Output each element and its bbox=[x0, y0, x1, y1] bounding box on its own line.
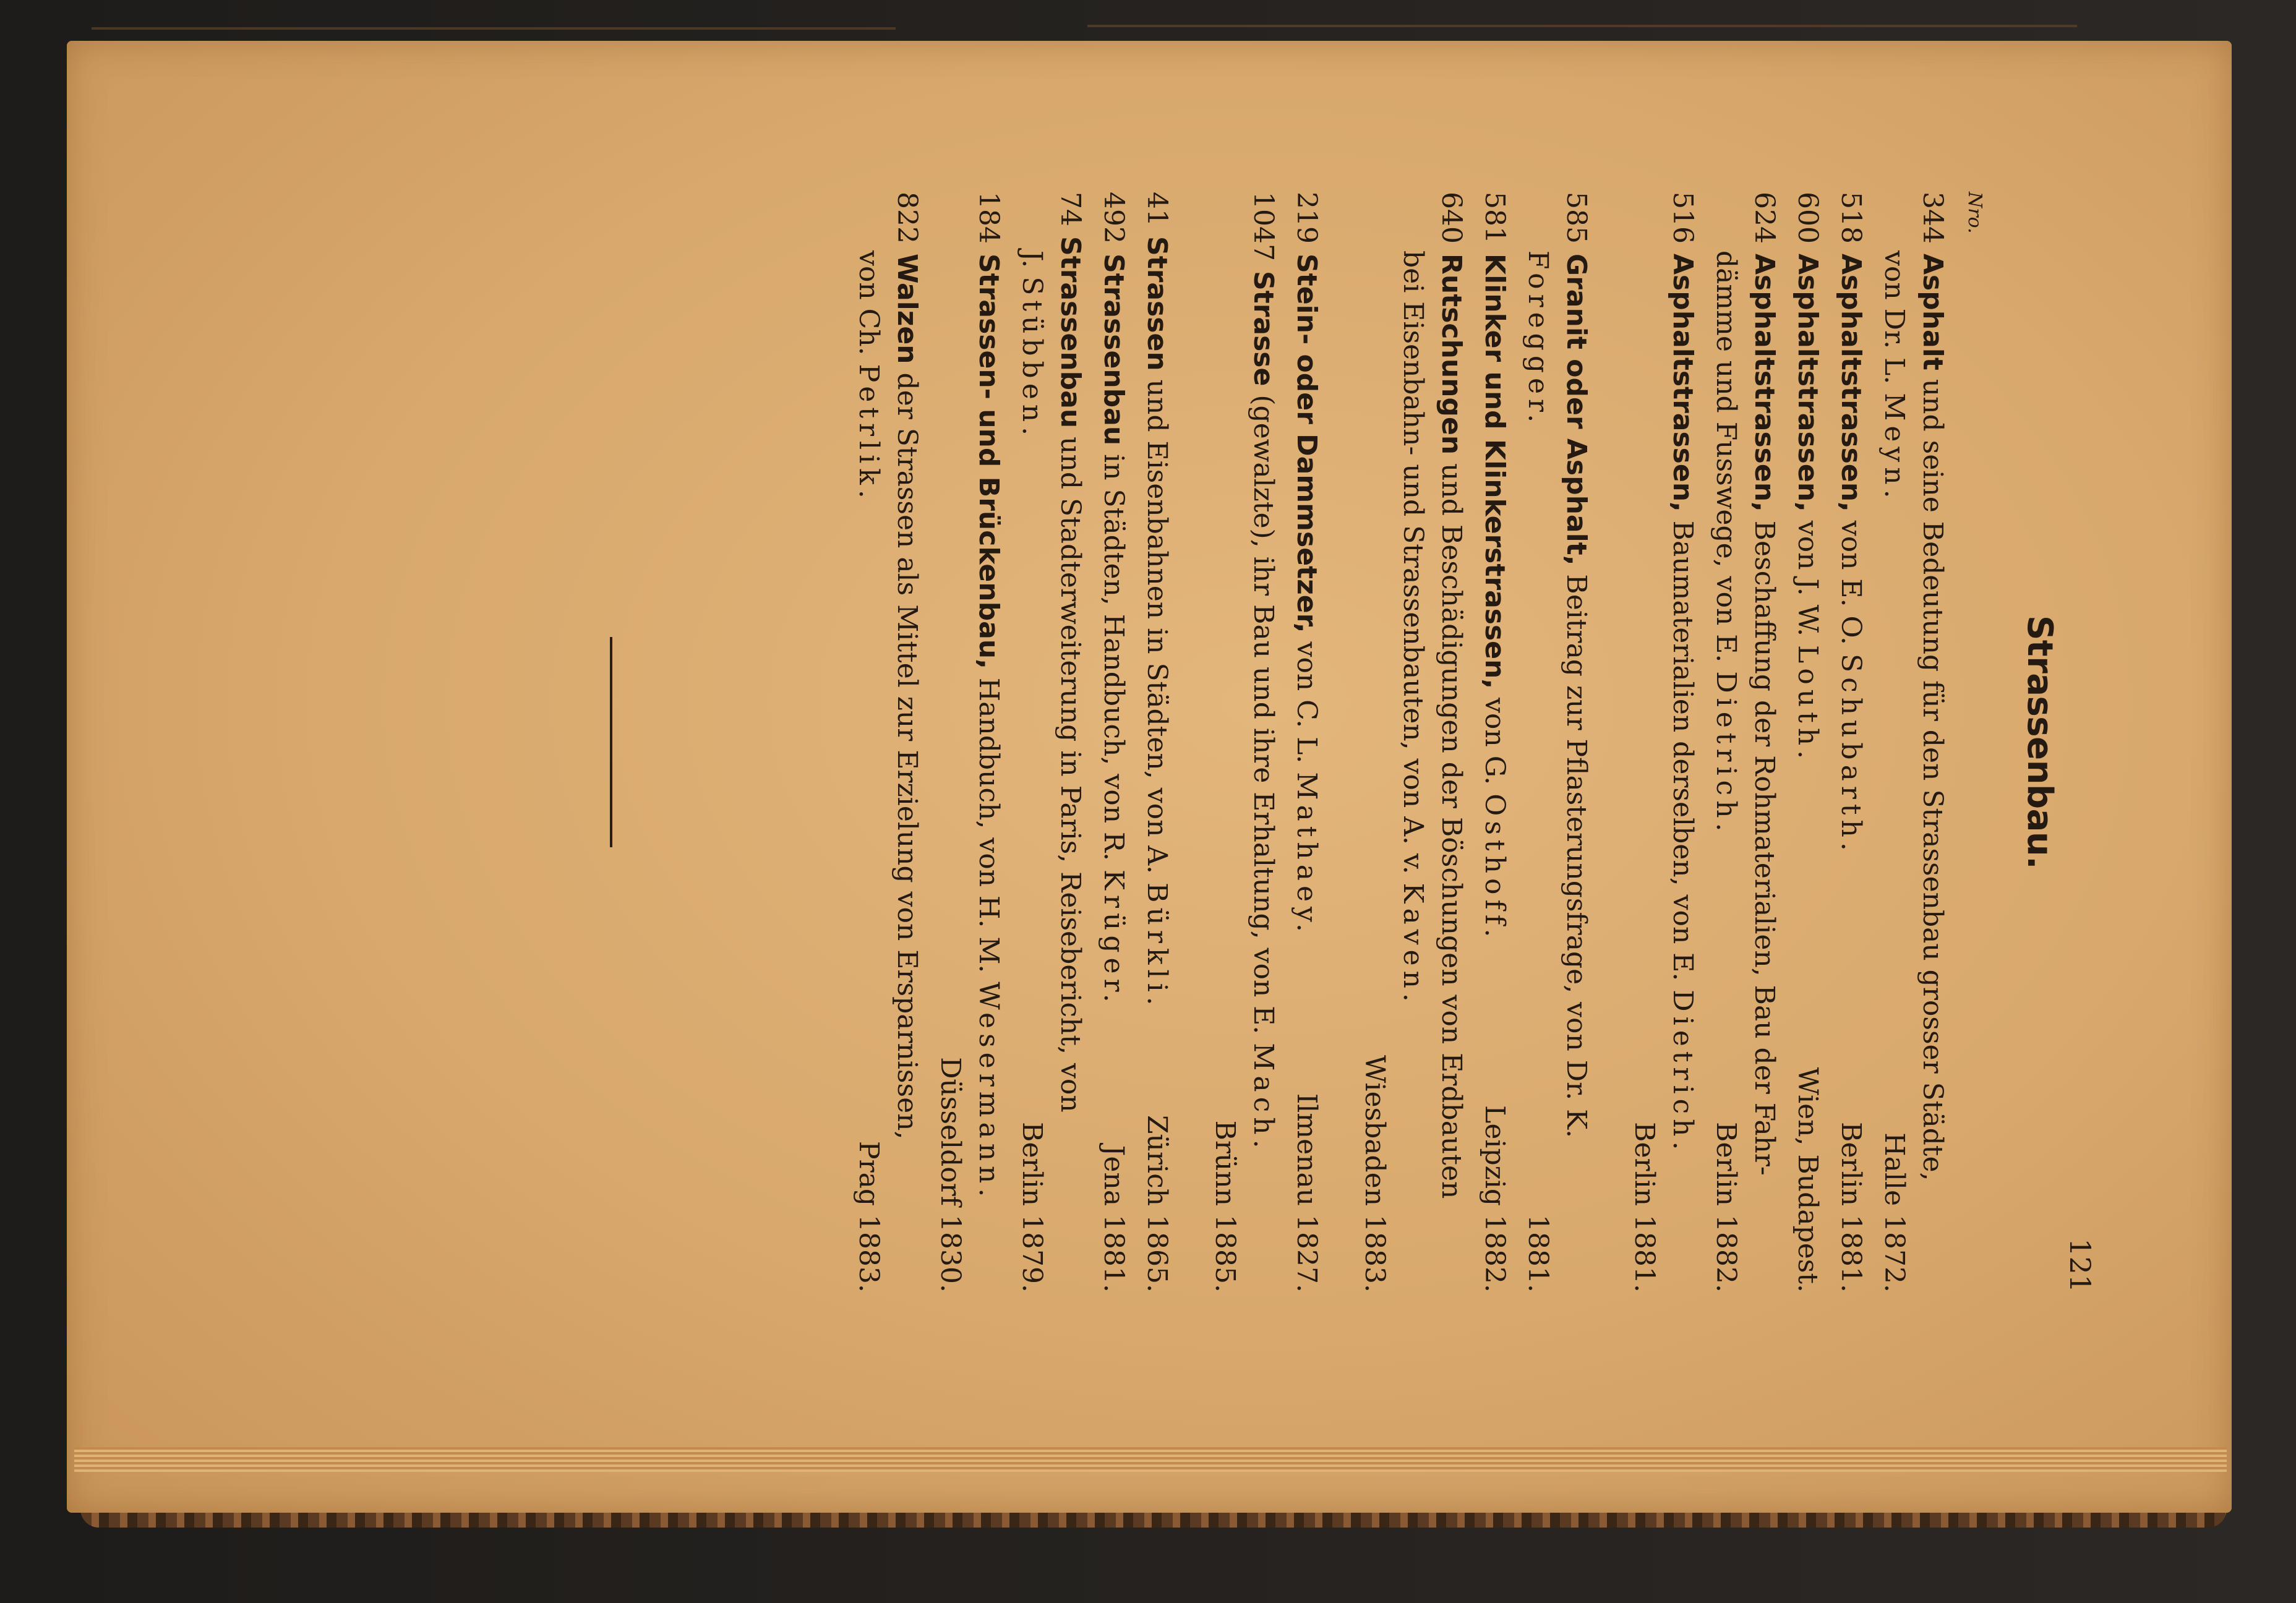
entry-segment: und Stadterweiterung in Paris, Reisebericht, von bbox=[1055, 428, 1086, 1113]
bibliography-entry bbox=[1137, 192, 1176, 1293]
entry-number: 1047 bbox=[1248, 192, 1279, 261]
entry-segment: Petrlik. bbox=[853, 364, 885, 503]
entry-text bbox=[1287, 192, 1326, 937]
entry-segment: Bürkli. bbox=[1141, 883, 1173, 1011]
entry-segment: Osthoff. bbox=[1479, 793, 1510, 943]
entry-segment: der Strassen als Mittel zur Erzielung von Ersparnissen, bbox=[891, 364, 923, 1140]
entry-line bbox=[1745, 192, 1783, 1293]
entry-line bbox=[1831, 192, 1870, 1293]
entry-text bbox=[1394, 192, 1432, 1007]
entry-number: 640 bbox=[1436, 192, 1467, 244]
entry-line bbox=[1094, 192, 1133, 1293]
entry-segment: Handbuch, von H. M. bbox=[973, 669, 1004, 982]
page-number: 121 bbox=[2063, 1238, 2097, 1293]
entry-text bbox=[1519, 192, 1557, 427]
entry-keyword: Stein- oder Dammsetzer, bbox=[1291, 253, 1322, 633]
entry-segment: von J. W. bbox=[1792, 511, 1823, 646]
entry-line bbox=[1051, 192, 1089, 1293]
bibliography-entry bbox=[1519, 192, 1595, 1293]
entry-number: 74 bbox=[1055, 192, 1086, 226]
entry-keyword: Asphaltstrassen, bbox=[1749, 253, 1780, 512]
bibliography-entry bbox=[1355, 192, 1470, 1293]
entry-keyword: Asphalt bbox=[1917, 253, 1948, 370]
entry-segment: Kaven. bbox=[1397, 883, 1429, 1007]
entry-line bbox=[1519, 192, 1557, 1293]
entry-place-year: Berlin 1879. bbox=[1016, 1122, 1048, 1293]
entry-text bbox=[1051, 192, 1089, 1113]
entry-segment: bei Eisenbahn- und Strassenbauten, von A. v. bbox=[1397, 250, 1429, 883]
bibliography-entry bbox=[1013, 192, 1089, 1293]
entry-segment: Beschaffung der Rohmaterialien, Bau der Fahr- bbox=[1749, 511, 1780, 1176]
entry-segment: Dietrich. bbox=[1667, 990, 1698, 1155]
entry-place-year: Wiesbaden 1883. bbox=[1359, 1054, 1390, 1293]
entry-keyword: Strasse bbox=[1248, 270, 1279, 387]
entry-line bbox=[1475, 192, 1514, 1293]
entry-segment: Krüger. bbox=[1098, 870, 1129, 1007]
entry-number: 600 bbox=[1792, 192, 1823, 244]
entry-segment: Dietrich. bbox=[1710, 671, 1742, 837]
entry-place-year: Berlin 1882. bbox=[1710, 1122, 1742, 1293]
entry-place-year: 1881. bbox=[1522, 1215, 1554, 1293]
entry-segment: von G. bbox=[1479, 689, 1510, 794]
entry-keyword: Strassenbau bbox=[1098, 253, 1129, 446]
bibliography-entry bbox=[931, 192, 1008, 1293]
entry-place-year: Halle 1872. bbox=[1878, 1132, 1910, 1293]
entry-line bbox=[1557, 192, 1595, 1293]
entry-segment: Louth. bbox=[1792, 645, 1823, 764]
entry-number: 344 bbox=[1917, 192, 1948, 244]
entry-text bbox=[1557, 192, 1595, 1138]
entry-line bbox=[1432, 192, 1470, 1293]
bibliography-entry bbox=[1625, 192, 1702, 1293]
bibliography-entry bbox=[1287, 192, 1326, 1293]
entry-line bbox=[969, 192, 1008, 1293]
entry-text bbox=[1137, 192, 1176, 1011]
entry-text bbox=[1913, 192, 1951, 1181]
entry-segment: Mathaey. bbox=[1291, 772, 1322, 937]
entry-place-year: Wien, Budapest. bbox=[1792, 1067, 1823, 1293]
entry-line bbox=[1355, 192, 1394, 1293]
entry-text bbox=[1432, 192, 1470, 1199]
page-text-block bbox=[303, 192, 2097, 1293]
entry-line bbox=[1137, 192, 1176, 1293]
entry-text bbox=[1244, 192, 1282, 1153]
entry-segment: von Ch. bbox=[853, 250, 885, 364]
entry-segment: Baumaterialien derselben, von E. bbox=[1667, 511, 1698, 990]
entry-line bbox=[1663, 192, 1702, 1293]
entry-line bbox=[1875, 192, 1913, 1293]
entry-keyword: Strassenbau bbox=[1055, 236, 1086, 429]
entry-number: 624 bbox=[1749, 192, 1780, 244]
entry-segment: von C. L. bbox=[1291, 633, 1322, 772]
entry-line bbox=[1013, 192, 1051, 1293]
entry-text bbox=[1788, 192, 1827, 764]
entry-place-year: Zürich 1865. bbox=[1141, 1115, 1173, 1293]
bibliography-entry bbox=[1707, 192, 1783, 1293]
entry-number: 219 bbox=[1291, 192, 1322, 244]
entry-keyword: Klinker und Klinkerstrassen, bbox=[1479, 253, 1510, 690]
entry-place-year: Brünn 1885. bbox=[1209, 1120, 1241, 1293]
entry-place-year: Prag 1883. bbox=[853, 1141, 885, 1293]
entry-text bbox=[1663, 192, 1702, 1155]
entry-keyword: Asphaltstrassen, bbox=[1835, 253, 1867, 512]
entry-segment: Meyn. bbox=[1878, 393, 1910, 503]
entry-number: 822 bbox=[891, 192, 923, 244]
entry-segment: (gewalzte), ihr Bau und ihre Erhaltung, von E. bbox=[1248, 386, 1279, 1043]
entry-line bbox=[1625, 192, 1663, 1293]
entry-keyword: Walzen bbox=[891, 253, 923, 364]
entry-text bbox=[969, 192, 1008, 1202]
entry-segment: Wesermann. bbox=[973, 981, 1004, 1202]
entry-segment: und Eisenbahnen in Städten, von A. bbox=[1141, 370, 1173, 883]
nro-label: Nro. bbox=[1964, 192, 1985, 234]
entry-number: 516 bbox=[1667, 192, 1698, 244]
entry-segment: dämme und Fusswege, von E. bbox=[1710, 250, 1742, 672]
entry-number: 585 bbox=[1561, 192, 1592, 244]
entry-segment: Beitrag zur Pflasterungsfrage, von Dr. K. bbox=[1561, 565, 1592, 1139]
bibliography-entry bbox=[1475, 192, 1514, 1293]
entry-segment: Mach. bbox=[1248, 1043, 1279, 1153]
entry-line bbox=[888, 192, 926, 1293]
entry-text bbox=[888, 192, 926, 1139]
bibliography-entry bbox=[1206, 192, 1282, 1293]
bibliography-entry bbox=[1788, 192, 1827, 1293]
entry-text bbox=[1094, 192, 1133, 1007]
entry-line bbox=[1287, 192, 1326, 1293]
entry-segment: von Dr. L. bbox=[1878, 250, 1910, 393]
entry-keyword: Rutschungen bbox=[1436, 253, 1467, 455]
entry-text bbox=[1013, 192, 1051, 440]
section-title: Strassenbau. bbox=[2020, 615, 2060, 870]
page-stack-edge bbox=[74, 1447, 2227, 1472]
entry-line bbox=[1788, 192, 1827, 1293]
entry-segment: J. bbox=[1016, 250, 1048, 277]
page-edge-line bbox=[92, 27, 896, 30]
end-rule bbox=[610, 637, 612, 847]
entry-segment: Foregger. bbox=[1522, 250, 1554, 428]
entry-place-year: Leipzig 1882. bbox=[1479, 1105, 1510, 1293]
entry-place-year: Ilmenau 1827. bbox=[1291, 1093, 1322, 1293]
entry-text bbox=[1475, 192, 1514, 942]
entry-segment: von E. O. bbox=[1835, 511, 1867, 654]
entry-place-year: Berlin 1881. bbox=[1835, 1122, 1867, 1293]
entry-text bbox=[1707, 192, 1745, 837]
entry-text bbox=[1831, 192, 1870, 856]
page-edge-line bbox=[1087, 25, 2077, 27]
bibliography-entry bbox=[1094, 192, 1133, 1293]
entry-segment: Schubarth. bbox=[1835, 653, 1867, 856]
entry-line bbox=[931, 192, 969, 1293]
bibliography-entry bbox=[1831, 192, 1870, 1293]
entry-segment: in Städten, Handbuch, von R. bbox=[1098, 445, 1129, 870]
entry-number: 581 bbox=[1479, 192, 1510, 244]
entry-number: 41 bbox=[1141, 192, 1173, 226]
entry-line bbox=[849, 192, 888, 1293]
entry-line bbox=[1244, 192, 1282, 1293]
entry-line bbox=[1707, 192, 1745, 1293]
entry-keyword: Strassen- und Brückenbau, bbox=[973, 253, 1004, 669]
entry-number: 518 bbox=[1835, 192, 1867, 244]
entry-keyword: Asphaltstrassen, bbox=[1667, 253, 1698, 512]
entry-segment: und Beschädigungen der Böschungen von Erdbauten bbox=[1436, 455, 1467, 1199]
entry-line bbox=[1206, 192, 1244, 1293]
entry-segment: Stübben. bbox=[1016, 276, 1048, 441]
entry-number: 492 bbox=[1098, 192, 1129, 244]
entry-place-year: Jena 1881. bbox=[1098, 1145, 1129, 1293]
bibliography-entry bbox=[1875, 192, 1951, 1293]
entry-keyword: Granit oder Asphalt, bbox=[1561, 253, 1592, 566]
entry-text bbox=[1745, 192, 1783, 1176]
bibliography-entry bbox=[849, 192, 926, 1293]
entry-keyword: Asphaltstrassen, bbox=[1792, 253, 1823, 512]
entry-segment: und seine Bedeutung für den Strassenbau grosser Städte, bbox=[1917, 370, 1948, 1181]
entry-text bbox=[1875, 192, 1913, 503]
entry-line bbox=[1913, 192, 1951, 1293]
entry-number: 184 bbox=[973, 192, 1004, 244]
entry-text bbox=[849, 192, 888, 503]
entry-place-year: Berlin 1881. bbox=[1629, 1122, 1660, 1293]
entry-place-year: Düsseldorf 1830. bbox=[935, 1057, 966, 1293]
entry-line bbox=[1394, 192, 1432, 1293]
entry-keyword: Strassen bbox=[1141, 236, 1173, 371]
